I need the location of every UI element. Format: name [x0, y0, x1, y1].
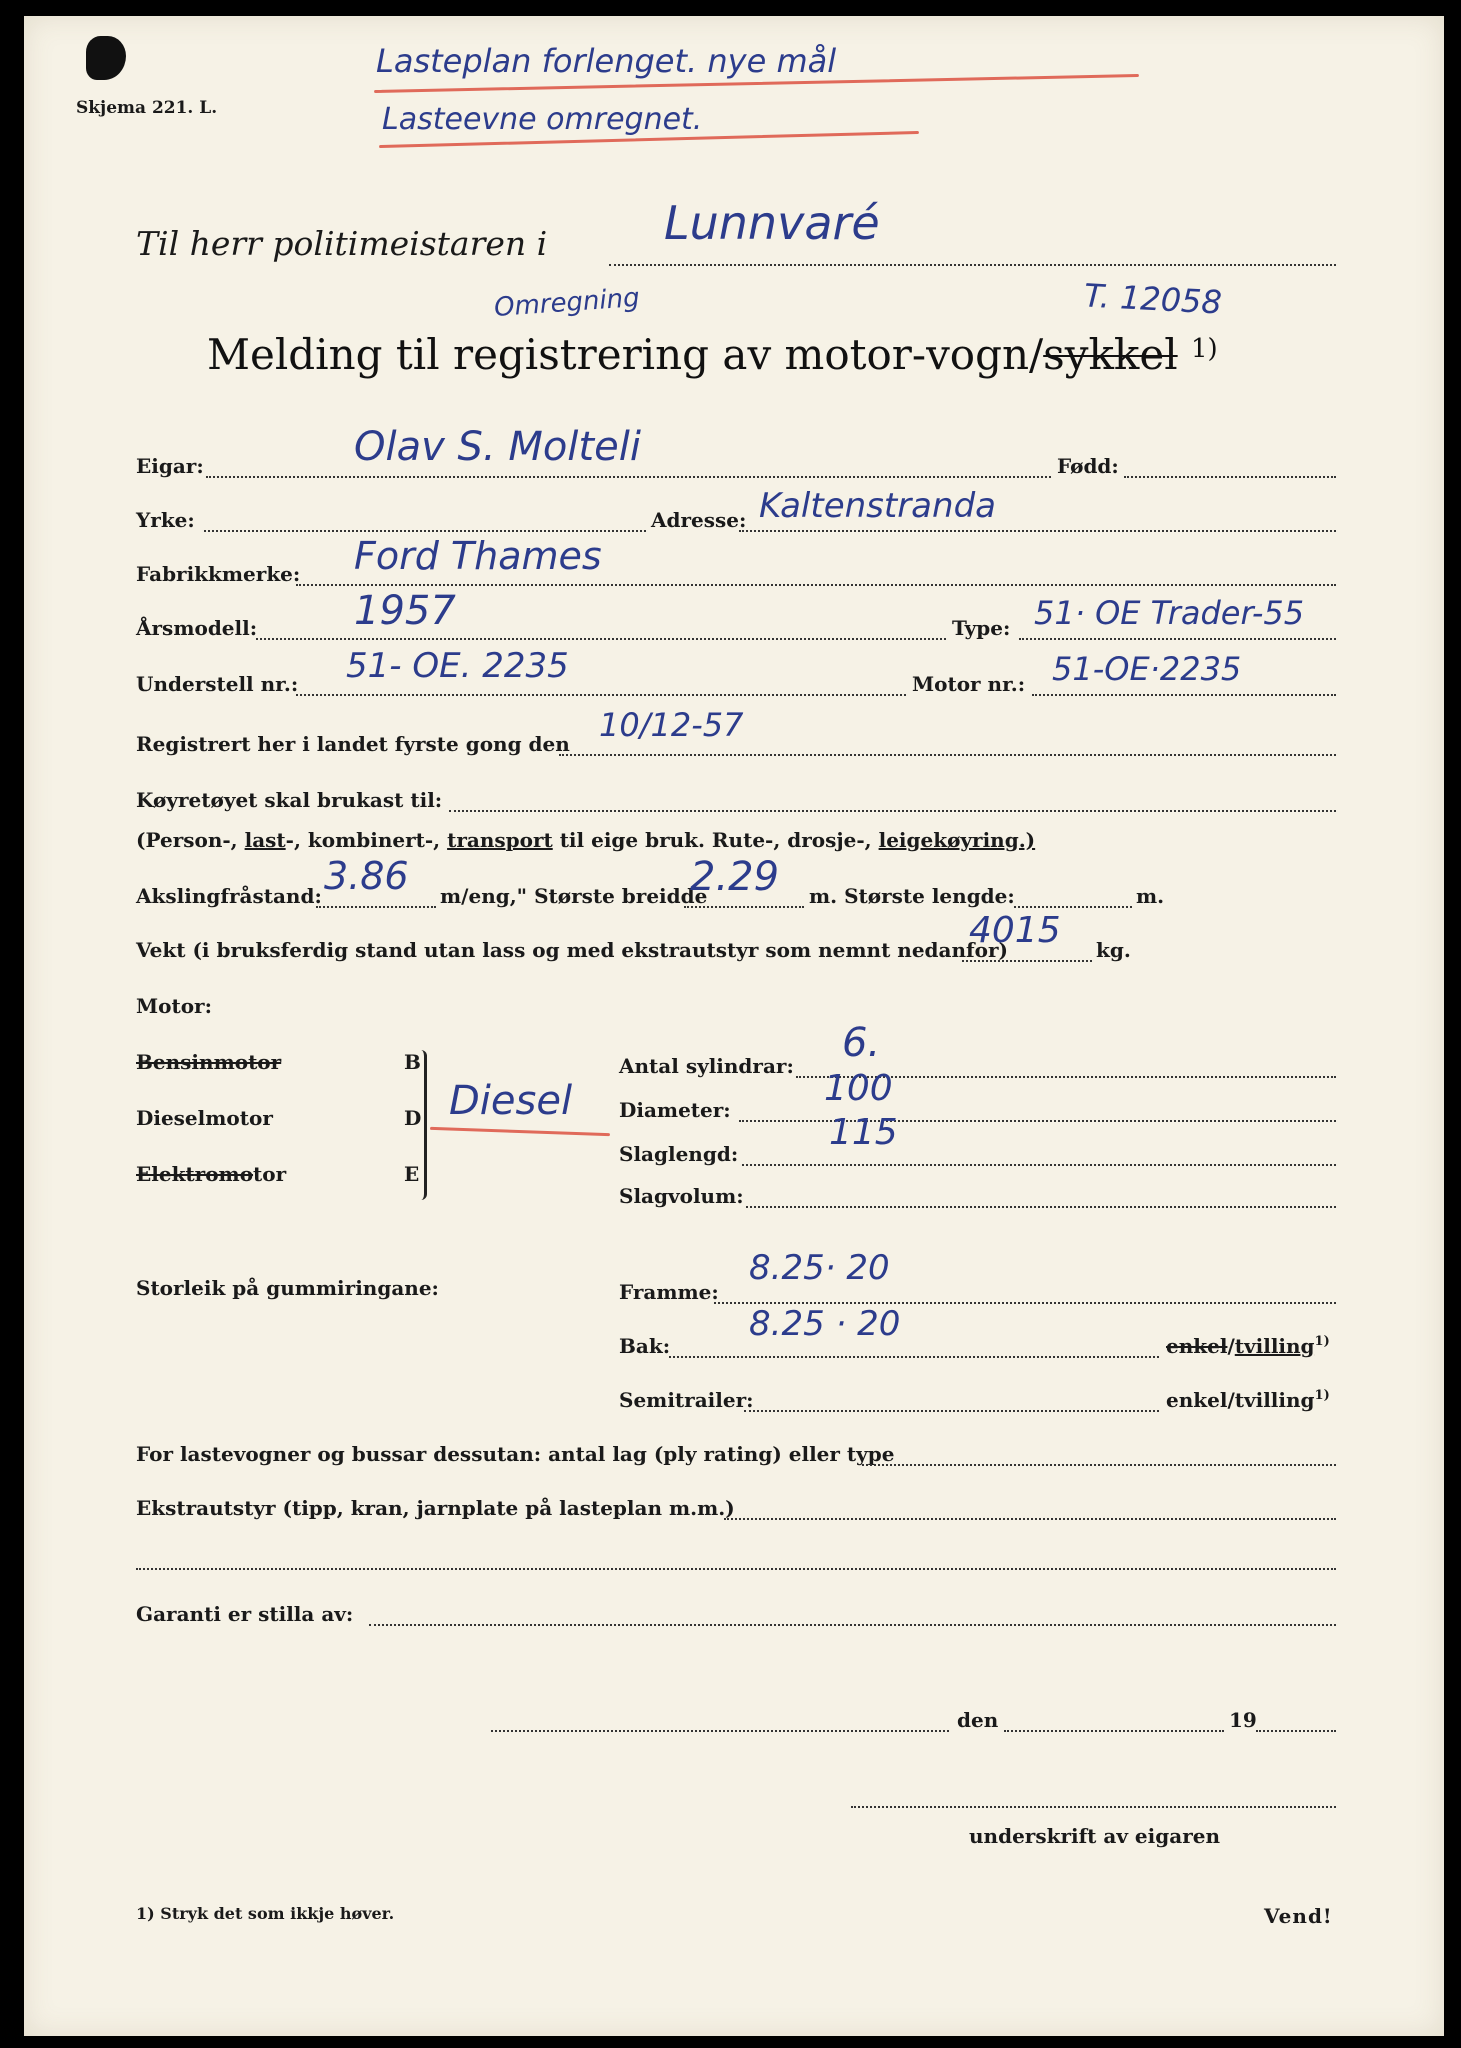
- bensinmotor-option: Bensinmotor: [136, 1050, 282, 1074]
- breidde-line: [684, 906, 804, 908]
- type-label: Type:: [952, 616, 1011, 640]
- eigar-value: Olav S. Molteli: [354, 424, 641, 470]
- understell-value: 51- OE. 2235: [346, 646, 569, 686]
- bak-tvilling: tvilling: [1234, 1334, 1315, 1358]
- breidde-label: m/eng," Største breidde: [440, 884, 708, 908]
- vekt-line: [962, 960, 1092, 962]
- lengde-unit: m.: [1136, 884, 1165, 908]
- aksling-label: Akslingfråstand:: [136, 884, 322, 908]
- addressee-line: [609, 264, 1336, 266]
- semitrailer-enkel-tvilling: [1166, 1388, 1330, 1412]
- understell-line: [296, 694, 906, 696]
- bruk-line: [449, 810, 1336, 812]
- lastevogner-line: [862, 1464, 1336, 1466]
- semitrailer-note-mark: 1): [1314, 1388, 1330, 1403]
- addressee-label: Til herr politimeistaren i: [136, 224, 548, 263]
- date-line: [1004, 1730, 1224, 1732]
- bruk-opt-person: (Person-,: [136, 828, 245, 852]
- vekt-unit: kg.: [1096, 938, 1131, 962]
- motor-brace: [416, 1050, 427, 1200]
- title-note-mark: 1): [1191, 334, 1218, 364]
- bruk-opt-transport: transport: [447, 828, 553, 852]
- eigar-line: [206, 476, 1051, 478]
- type-line: [1019, 638, 1336, 640]
- fabrikkmerke-label: Fabrikkmerke:: [136, 562, 301, 586]
- eigar-label: Eigar:: [136, 454, 204, 478]
- registrert-line: [559, 754, 1336, 756]
- signature-label: underskrift av eigaren: [969, 1824, 1220, 1848]
- aksling-line: [316, 906, 436, 908]
- vekt-value: 4015: [969, 910, 1061, 951]
- bruk-opt-last: last: [244, 828, 286, 852]
- ekstrautstyr-line-2: [136, 1568, 1336, 1570]
- bak-line: [669, 1356, 1159, 1358]
- fodd-line: [1124, 476, 1336, 478]
- code-e: E: [404, 1162, 420, 1186]
- title-struck-word: sykkel: [1043, 330, 1178, 379]
- year-line: [1256, 1730, 1336, 1732]
- den-label: den: [957, 1708, 999, 1732]
- lengde-line: [1014, 906, 1132, 908]
- bak-note-mark: 1): [1314, 1334, 1330, 1349]
- footnote: 1) Stryk det som ikkje høver.: [136, 1904, 395, 1923]
- garanti-label: Garanti er stilla av:: [136, 1602, 354, 1626]
- ekstrautstyr-label: Ekstrautstyr (tipp, kran, jarnplate på lasteplan m.m.): [136, 1496, 735, 1520]
- above-title-note: Omregning: [493, 282, 641, 324]
- sylindrar-label: Antal sylindrar:: [619, 1054, 794, 1078]
- fabrikkmerke-line: [296, 584, 1336, 586]
- top-note-line-2: Lasteevne omregnet.: [382, 102, 703, 137]
- fodd-label: Fødd:: [1057, 454, 1119, 478]
- bak-value: 8.25 · 20: [749, 1304, 901, 1344]
- bak-enkel-tvilling: [1166, 1334, 1330, 1358]
- aksling-value: 3.86: [324, 854, 409, 898]
- code-d: D: [404, 1106, 422, 1130]
- yrke-line: [204, 530, 646, 532]
- bruk-label: Køyretøyet skal brukast til:: [136, 788, 443, 812]
- bak-enkel-struck: enkel: [1166, 1334, 1228, 1358]
- yrke-label: Yrke:: [136, 508, 195, 532]
- adresse-line: [739, 530, 1336, 532]
- elektromotor-rest: tor: [253, 1162, 287, 1186]
- torn-corner: [86, 36, 126, 80]
- breidde-value: 2.29: [690, 854, 780, 900]
- turn-over: Vend!: [1264, 1904, 1333, 1928]
- slagvolum-line: [746, 1206, 1336, 1208]
- diameter-value: 100: [824, 1068, 893, 1109]
- slaglengd-line: [742, 1164, 1336, 1166]
- bruk-options: [136, 828, 1035, 852]
- semitrailer-label: Semitrailer:: [619, 1388, 754, 1412]
- registration-form: [24, 16, 1444, 2036]
- motor-nr-value: 51-OE·2235: [1052, 650, 1242, 688]
- registrert-label: Registrert her i landet fyrste gong den: [136, 732, 570, 756]
- slaglengd-label: Slaglengd:: [619, 1142, 739, 1166]
- year-prefix: 19: [1229, 1708, 1257, 1732]
- garanti-line: [369, 1624, 1336, 1626]
- code-b: B: [404, 1050, 421, 1074]
- framme-label: Framme:: [619, 1280, 719, 1304]
- adresse-label: Adresse:: [651, 508, 747, 532]
- top-note-line-1: Lasteplan forlenget. nye mål: [376, 42, 837, 80]
- bak-label: Bak:: [619, 1334, 671, 1358]
- vekt-label: Vekt (i bruksferdig stand utan lass og med ekstrautstyr som nemnt nedanfor): [136, 938, 1008, 962]
- adresse-value: Kaltenstranda: [759, 486, 996, 526]
- title-text: Melding til registrering av motor-vogn/: [207, 330, 1044, 379]
- place-line: [491, 1730, 949, 1732]
- bruk-opt-rute: til eige bruk. Rute-, drosje-,: [552, 828, 879, 852]
- slaglengd-value: 115: [829, 1112, 898, 1153]
- form-title: [207, 330, 1218, 379]
- elektromotor-option: [136, 1162, 286, 1186]
- lastevogner-label: For lastevogner og bussar dessutan: antal lag (ply rating) eller type: [136, 1442, 895, 1466]
- semitrailer-options: enkel/tvilling: [1166, 1388, 1315, 1412]
- bruk-opt-kombinert: -, kombinert-,: [285, 828, 448, 852]
- bak-slash: /: [1227, 1334, 1235, 1358]
- arsmodell-label: Årsmodell:: [136, 616, 258, 640]
- reference-number: T. 12058: [1083, 276, 1223, 322]
- signature-line: [851, 1806, 1336, 1808]
- motor-nr-line: [1032, 694, 1336, 696]
- elektromotor-struck: Elektromo: [136, 1162, 254, 1186]
- motortype-red-underline: [430, 1127, 610, 1136]
- form-code: Skjema 221. L.: [76, 98, 218, 118]
- semitrailer-line: [744, 1410, 1159, 1412]
- slagvolum-label: Slagvolum:: [619, 1184, 744, 1208]
- framme-value: 8.25· 20: [749, 1248, 890, 1288]
- arsmodell-value: 1957: [354, 588, 456, 634]
- bruk-opt-leige: leigekøyring.): [878, 828, 1036, 852]
- sylindrar-value: 6.: [842, 1020, 881, 1066]
- dieselmotor-option: Dieselmotor: [136, 1106, 273, 1130]
- motortype-value: Diesel: [449, 1078, 573, 1124]
- fabrikkmerke-value: Ford Thames: [354, 534, 602, 578]
- motor-label: Motor:: [136, 994, 212, 1018]
- gummi-label: Storleik på gummiringane:: [136, 1276, 439, 1300]
- type-value: 51· OE Trader-55: [1034, 594, 1305, 632]
- ekstrautstyr-line: [724, 1518, 1336, 1520]
- understell-label: Understell nr.:: [136, 672, 299, 696]
- municipality-value: Lunnvaré: [664, 196, 880, 250]
- arsmodell-line: [256, 638, 946, 640]
- motor-nr-label: Motor nr.:: [912, 672, 1026, 696]
- registrert-value: 10/12-57: [599, 706, 744, 744]
- lengde-label: m. Største lengde:: [809, 884, 1015, 908]
- diameter-label: Diameter:: [619, 1098, 731, 1122]
